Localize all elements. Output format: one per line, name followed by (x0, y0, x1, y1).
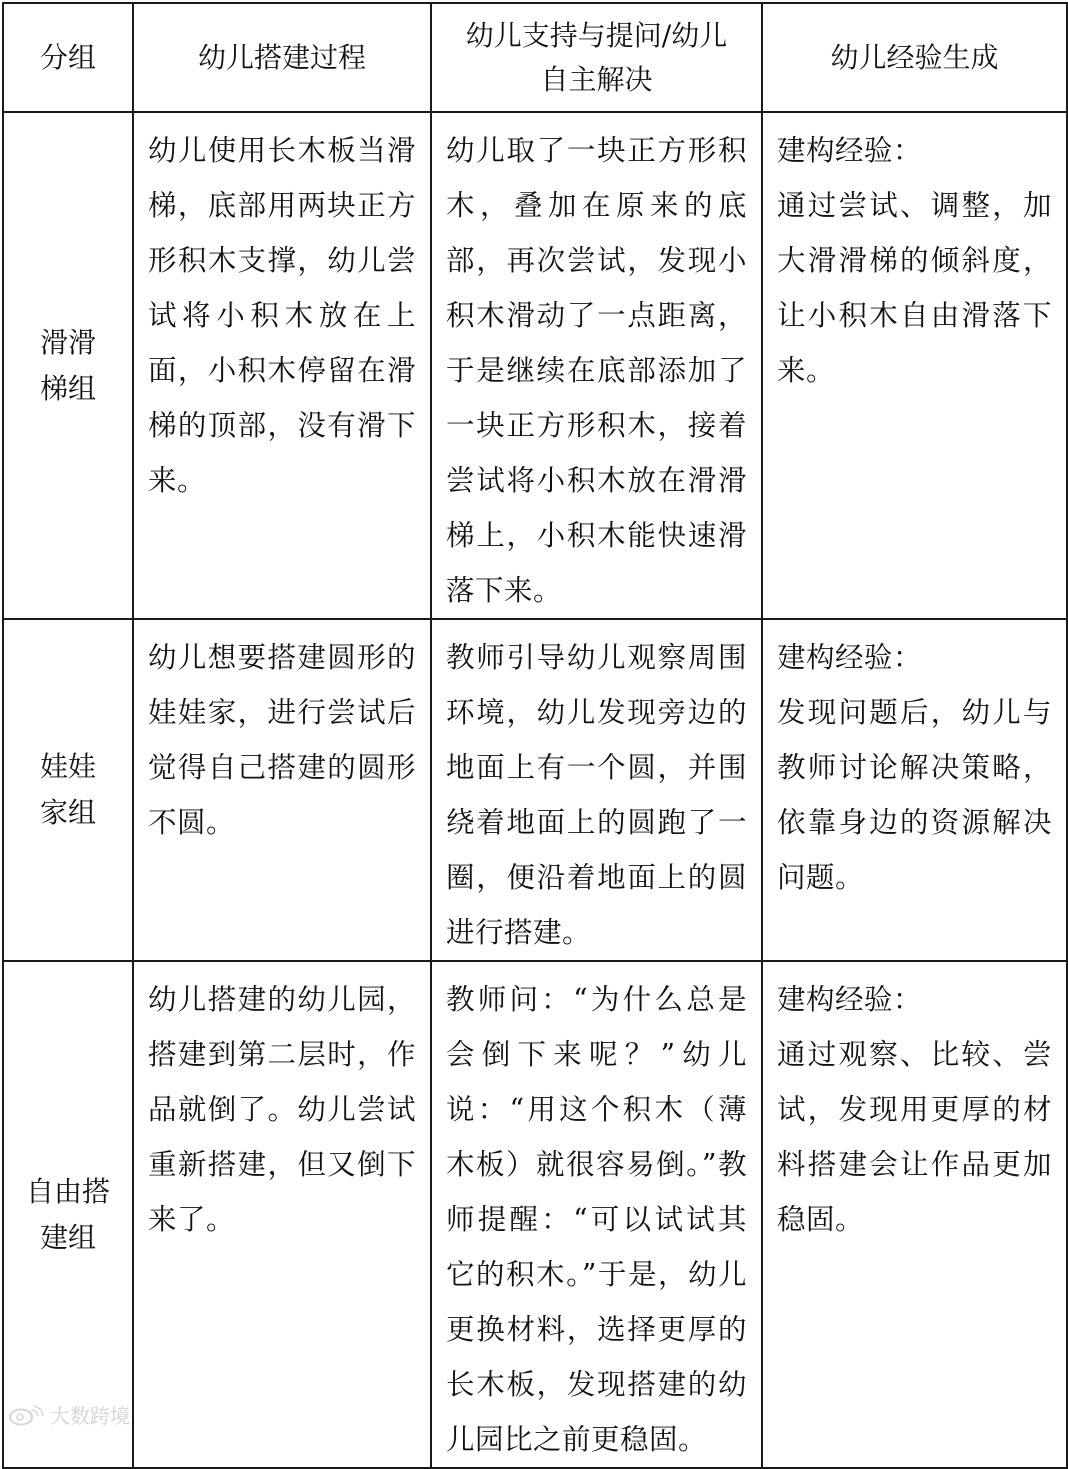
table-row (3, 961, 1067, 1468)
watermark-text: 大数跨境 (50, 1404, 130, 1428)
support-cell: 教师引导幼儿观察周围环境，幼儿发现旁边的地面上有一个圆，并围绕着地面上的圆跑了一圈，便沿着地面上的圆进行搭建。 (431, 619, 762, 961)
header-row (3, 3, 1067, 112)
process-cell: 幼儿搭建的幼儿园，搭建到第二层时，作品就倒了。幼儿尝试重新搭建，但又倒下来了。 (133, 961, 431, 1468)
header-group: 分组 (3, 3, 133, 112)
experience-text: 通过尝试、调整，加大滑滑梯的倾斜度，让小积木自由滑落下来。 (777, 189, 1052, 387)
group-name: 滑滑梯组 (3, 112, 133, 619)
support-cell: 教师问：“为什么总是会倒下来呢？”幼儿说：“用这个积木（薄木板）就很容易倒。”教师提醒：“可以试试其它的积木。”于是，幼儿更换材料，选择更厚的长木板，发现搭建的幼儿园比之前更稳固。 (431, 961, 762, 1468)
header-process: 幼儿搭建过程 (133, 3, 431, 112)
experience-title: 建构经验： (777, 134, 923, 167)
weibo-logo-icon (8, 1404, 44, 1426)
header-experience: 幼儿经验生成 (762, 3, 1067, 112)
experience-cell (762, 112, 1067, 619)
experience-title: 建构经验： (777, 641, 923, 674)
experience-title: 建构经验： (777, 983, 923, 1016)
experience-text: 通过观察、比较、尝试，发现用更厚的材料搭建会让作品更加稳固。 (777, 1038, 1052, 1236)
process-cell: 幼儿使用长木板当滑梯，底部用两块正方形积木支撑，幼儿尝试将小积木放在上面，小积木停留在滑梯的顶部，没有滑下来。 (133, 112, 431, 619)
table-row (3, 619, 1067, 961)
experience-cell (762, 961, 1067, 1468)
support-cell: 幼儿取了一块正方形积木，叠加在原来的底部，再次尝试，发现小积木滑动了一点距离，于是继续在底部添加了一块正方形积木，接着尝试将小积木放在滑滑梯上，小积木能快速滑落下来。 (431, 112, 762, 619)
header-support: 幼儿支持与提问/幼儿自主解决 (431, 3, 762, 112)
experience-cell (762, 619, 1067, 961)
group-name: 娃娃家组 (3, 619, 133, 961)
experience-text: 发现问题后，幼儿与教师讨论解决策略，依靠身边的资源解决问题。 (777, 696, 1052, 894)
watermark (8, 1400, 130, 1429)
table-row (3, 112, 1067, 619)
content-table (2, 2, 1068, 1469)
process-cell: 幼儿想要搭建圆形的娃娃家，进行尝试后觉得自己搭建的圆形不圆。 (133, 619, 431, 961)
group-name: 自由搭建组 (3, 961, 133, 1468)
